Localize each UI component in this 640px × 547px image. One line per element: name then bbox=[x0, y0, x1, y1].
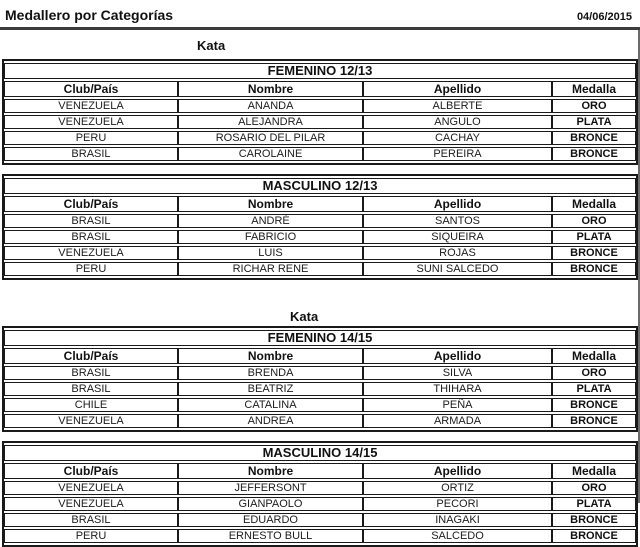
medal-value: BRONCE bbox=[552, 147, 636, 161]
medal-value: PLATA bbox=[552, 115, 636, 129]
first-name: EDUARDO bbox=[178, 513, 363, 527]
club-country: VENEZUELA bbox=[4, 115, 178, 129]
first-name: CAROLAINE bbox=[178, 147, 363, 161]
column-header: Medalla bbox=[552, 348, 636, 364]
medal-value: BRONCE bbox=[552, 414, 636, 428]
first-name: ANDREA bbox=[178, 414, 363, 428]
category-title: FEMENINO 14/15 bbox=[4, 330, 636, 346]
column-header-row bbox=[4, 463, 636, 479]
column-header: Apellido bbox=[363, 81, 552, 97]
table-row bbox=[4, 398, 636, 412]
table-row bbox=[4, 497, 636, 511]
column-header: Nombre bbox=[178, 196, 363, 212]
table-row bbox=[4, 147, 636, 161]
club-country: PERU bbox=[4, 529, 178, 543]
club-country: VENEZUELA bbox=[4, 99, 178, 113]
table-row bbox=[4, 529, 636, 543]
table-row bbox=[4, 99, 636, 113]
last-name: SALCEDO bbox=[363, 529, 552, 543]
table-row bbox=[4, 115, 636, 129]
club-country: VENEZUELA bbox=[4, 481, 178, 495]
column-header: Nombre bbox=[178, 81, 363, 97]
first-name: GIANPAOLO bbox=[178, 497, 363, 511]
last-name: ANGULO bbox=[363, 115, 552, 129]
medal-table bbox=[2, 174, 638, 280]
header-rule bbox=[0, 27, 640, 30]
club-country: VENEZUELA bbox=[4, 414, 178, 428]
first-name: ERNESTO BULL bbox=[178, 529, 363, 543]
club-country: VENEZUELA bbox=[4, 246, 178, 260]
table-row bbox=[4, 246, 636, 260]
club-country: CHILE bbox=[4, 398, 178, 412]
column-header: Club/País bbox=[4, 196, 178, 212]
last-name: THIHARA bbox=[363, 382, 552, 396]
first-name: FABRICIO bbox=[178, 230, 363, 244]
column-header: Club/País bbox=[4, 348, 178, 364]
category-title: MASCULINO 14/15 bbox=[4, 445, 636, 461]
first-name: CATALINA bbox=[178, 398, 363, 412]
column-header: Apellido bbox=[363, 463, 552, 479]
medal-value: ORO bbox=[552, 366, 636, 380]
table-row bbox=[4, 414, 636, 428]
medal-table bbox=[2, 441, 638, 547]
column-header-row bbox=[4, 196, 636, 212]
table-row bbox=[4, 230, 636, 244]
column-header: Nombre bbox=[178, 463, 363, 479]
column-header: Club/País bbox=[4, 81, 178, 97]
last-name: ALBERTE bbox=[363, 99, 552, 113]
first-name: LUIS bbox=[178, 246, 363, 260]
club-country: BRASIL bbox=[4, 214, 178, 228]
category-title: MASCULINO 12/13 bbox=[4, 178, 636, 194]
column-header: Medalla bbox=[552, 196, 636, 212]
report-header bbox=[0, 0, 640, 23]
column-header: Medalla bbox=[552, 463, 636, 479]
club-country: BRASIL bbox=[4, 147, 178, 161]
last-name: SILVA bbox=[363, 366, 552, 380]
medal-value: BRONCE bbox=[552, 529, 636, 543]
table-row bbox=[4, 262, 636, 276]
club-country: BRASIL bbox=[4, 230, 178, 244]
medal-value: BRONCE bbox=[552, 131, 636, 145]
table-row bbox=[4, 131, 636, 145]
table-row bbox=[4, 366, 636, 380]
last-name: PECORI bbox=[363, 497, 552, 511]
club-country: PERU bbox=[4, 131, 178, 145]
column-header: Medalla bbox=[552, 81, 636, 97]
first-name: ROSARIO DEL PILAR bbox=[178, 131, 363, 145]
medal-table bbox=[2, 326, 638, 432]
medal-value: ORO bbox=[552, 99, 636, 113]
club-country: VENEZUELA bbox=[4, 497, 178, 511]
last-name: SIQUEIRA bbox=[363, 230, 552, 244]
category-header-row bbox=[4, 330, 636, 346]
last-name: ROJAS bbox=[363, 246, 552, 260]
medal-value: PLATA bbox=[552, 382, 636, 396]
medal-value: ORO bbox=[552, 214, 636, 228]
medal-value: BRONCE bbox=[552, 262, 636, 276]
first-name: ALEJANDRA bbox=[178, 115, 363, 129]
medal-value: BRONCE bbox=[552, 513, 636, 527]
column-header: Apellido bbox=[363, 196, 552, 212]
column-header: Apellido bbox=[363, 348, 552, 364]
column-header: Club/País bbox=[4, 463, 178, 479]
table-row bbox=[4, 382, 636, 396]
last-name: ORTIZ bbox=[363, 481, 552, 495]
category-title: FEMENINO 12/13 bbox=[4, 63, 636, 79]
first-name: ANDRÉ bbox=[178, 214, 363, 228]
category-header-row bbox=[4, 63, 636, 79]
column-header-row bbox=[4, 81, 636, 97]
report-date: 04/06/2015 bbox=[576, 11, 632, 23]
category-header-row bbox=[4, 445, 636, 461]
column-header-row bbox=[4, 348, 636, 364]
medal-table bbox=[2, 59, 638, 165]
medal-value: BRONCE bbox=[552, 398, 636, 412]
first-name: RICHAR RENE bbox=[178, 262, 363, 276]
table-row bbox=[4, 513, 636, 527]
club-country: BRASIL bbox=[4, 513, 178, 527]
table-row bbox=[4, 214, 636, 228]
sections-container bbox=[0, 38, 640, 547]
medal-value: BRONCE bbox=[552, 246, 636, 260]
medal-value: ORO bbox=[552, 481, 636, 495]
category-section bbox=[0, 309, 640, 547]
medal-value: PLATA bbox=[552, 497, 636, 511]
club-country: BRASIL bbox=[4, 382, 178, 396]
section-heading: Kata bbox=[290, 309, 319, 324]
club-country: PERU bbox=[4, 262, 178, 276]
last-name: PEÑA bbox=[363, 398, 552, 412]
first-name: ANANDA bbox=[178, 99, 363, 113]
last-name: SUNI SALCEDO bbox=[363, 262, 552, 276]
last-name: SANTOS bbox=[363, 214, 552, 228]
first-name: JEFFERSONT bbox=[178, 481, 363, 495]
first-name: BRENDA bbox=[178, 366, 363, 380]
section-heading: Kata bbox=[197, 38, 226, 53]
medal-value: PLATA bbox=[552, 230, 636, 244]
last-name: ARMADA bbox=[363, 414, 552, 428]
club-country: BRASIL bbox=[4, 366, 178, 380]
category-header-row bbox=[4, 178, 636, 194]
first-name: BEATRIZ bbox=[178, 382, 363, 396]
last-name: CACHAY bbox=[363, 131, 552, 145]
last-name: PEREIRA bbox=[363, 147, 552, 161]
last-name: INAGAKI bbox=[363, 513, 552, 527]
column-header: Nombre bbox=[178, 348, 363, 364]
table-row bbox=[4, 481, 636, 495]
category-section bbox=[0, 38, 640, 280]
page-title: Medallero por Categorías bbox=[5, 7, 174, 23]
